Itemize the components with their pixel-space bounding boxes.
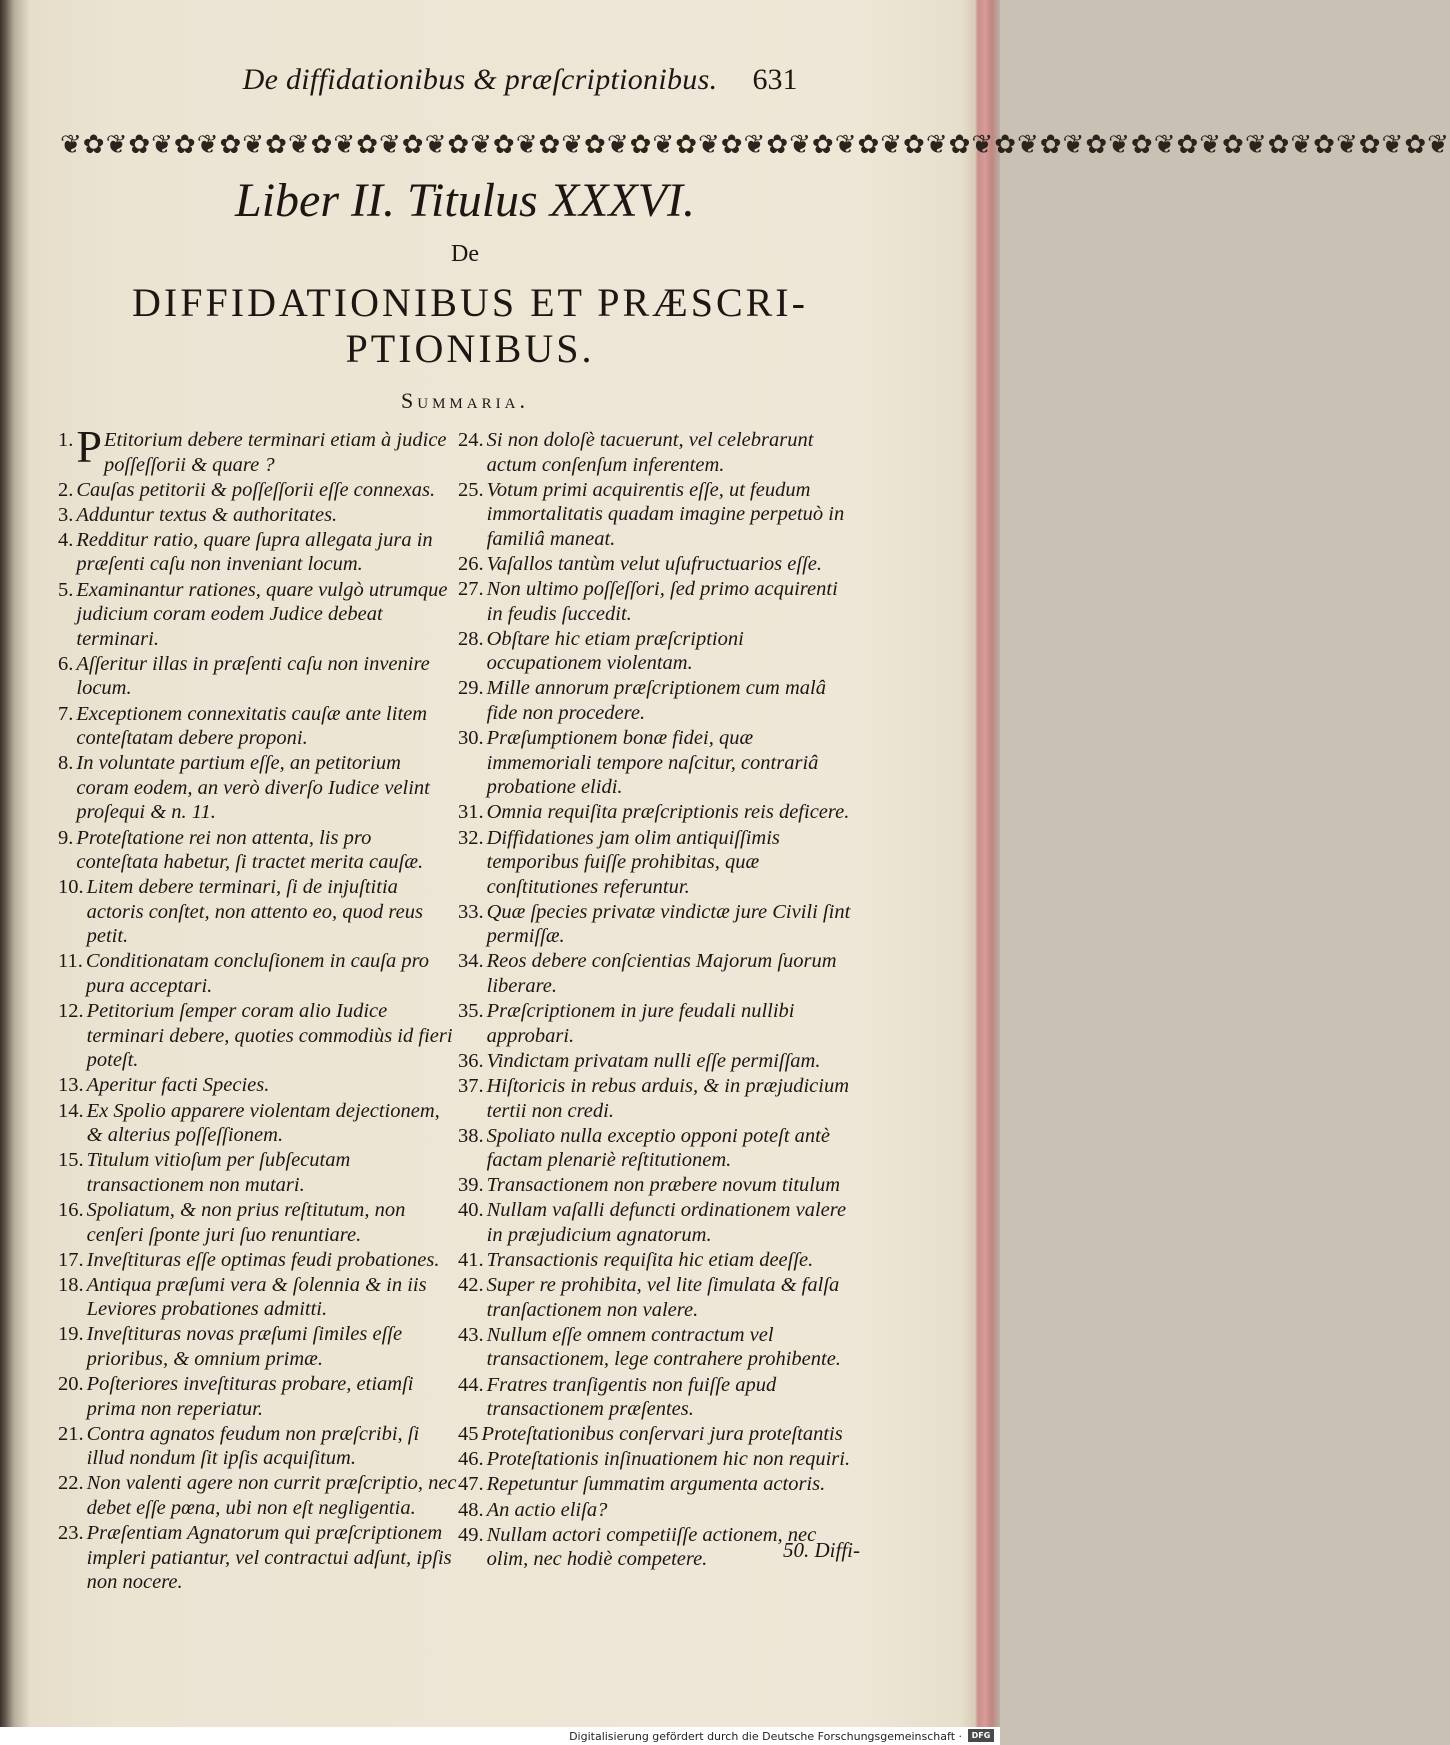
entry-text: Repetuntur ſummatim argumenta actoris. — [486, 1473, 826, 1496]
entry-text: Non valenti agere non currit præſcriptio, nec debet eſſe pœna, ubi non eſt negligentia. — [86, 1472, 457, 1520]
entry-text: Litem debere terminari, ſi de injuſtitia actoris conſtet, non attento eo, quod reus petit. — [86, 876, 423, 948]
entry-text: Aſſeritur illas in præſenti caſu non invenire locum. — [76, 652, 430, 700]
entry-text: Nullam actori competiiſſe actionem, nec olim, nec hodiè competere. — [486, 1523, 817, 1571]
main-title-line-2: PTIONIBUS. — [345, 326, 595, 371]
entry-number: 16. — [58, 1198, 84, 1221]
summary-entry — [58, 578, 458, 652]
entry-text: An actio eliſa? — [486, 1498, 608, 1521]
entry-text: Fratres tranſigentis non fuiſſe apud transactionem præſentes. — [486, 1373, 777, 1421]
entry-text: Inveſtituras eſſe optimas feudi probationes. — [86, 1248, 440, 1271]
entry-text: Non ultimo poſſeſſori, ſed primo acquirenti in feudis ſuccedit. — [486, 578, 838, 625]
entry-number: 29. — [458, 677, 484, 700]
entry-text: Reos debere conſcientias Majorum ſuorum liberare. — [486, 950, 837, 998]
entry-text: Redditur ratio, quare ſupra allegata jura in præſenti caſu non inveniant locum. — [76, 528, 433, 576]
summary-entry — [58, 1471, 458, 1520]
summary-entry — [58, 875, 458, 949]
summary-entry — [458, 1373, 853, 1422]
entry-number: 46. — [458, 1448, 484, 1471]
summary-entry — [458, 1248, 853, 1273]
entry-number: 27. — [458, 578, 484, 601]
entry-number: 10. — [58, 876, 84, 899]
entry-number: 21. — [58, 1422, 84, 1445]
entry-text: Spoliato nulla exceptio opponi poteſt antè factam plenariè reſtitutionem. — [486, 1124, 830, 1172]
page-number: 631 — [752, 63, 798, 96]
entry-text: Contra agnatos feudum non præſcribi, ſi illud nondum ſit ipſis acquiſitum. — [86, 1422, 420, 1470]
entry-text: Si non doloſè tacuerunt, vel celebrarunt actum conſenſum inferentem. — [486, 429, 814, 476]
summary-entry — [58, 503, 458, 528]
entry-text: Conditionatam concluſionem in cauſa pro pura acceptari. — [85, 950, 430, 998]
entry-text: Quæ ſpecies privatæ vindictæ jure Civili ſint permiſſæ. — [486, 900, 851, 948]
entry-number: 5. — [58, 578, 74, 601]
book-page — [30, 18, 1450, 1708]
summary-entry — [458, 949, 853, 998]
summary-entry — [58, 1372, 458, 1421]
entry-number: 15. — [58, 1149, 84, 1172]
summary-entry — [458, 478, 853, 552]
summary-entry — [58, 478, 458, 503]
entry-text: Spoliatum, & non prius reſtitutum, non cenſeri ſponte juri ſuo renuntiare. — [86, 1198, 406, 1246]
summary-entry — [458, 800, 853, 825]
dfg-logo: DFG — [968, 1729, 994, 1742]
summary-entry — [58, 702, 458, 751]
summary-entry — [58, 528, 458, 577]
entry-number: 33. — [458, 900, 484, 923]
entry-number: 35. — [458, 1000, 484, 1023]
entry-number: 34. — [458, 950, 484, 973]
summary-right-column — [458, 428, 853, 1572]
entry-text: Antiqua præſumi vera & ſolennia & in iis Leviores probationes admitti. — [86, 1273, 427, 1321]
entry-text: Nullam vaſalli defuncti ordinationem valere in præjudicium agnatorum. — [486, 1199, 847, 1246]
entry-text: Præſentiam Agnatorum qui præſcriptionem impleri patiantur, vel contractui adſunt, ipſis non nocere. — [86, 1522, 452, 1594]
entry-text: Super re prohibita, vel lite ſimulata & falſa tranſactionem non valere. — [486, 1274, 840, 1321]
running-title: De diffidationibus & præſcriptionibus. — [242, 63, 718, 96]
footer-credit: Digitalisierung gefördert durch die Deutsche Forschungsgemeinschaft · — [569, 1730, 962, 1743]
main-title-line-1: DIFFIDATIONIBUS ET PRÆSCRI- — [132, 280, 808, 325]
entry-number: 36. — [458, 1049, 484, 1072]
summary-entry — [458, 428, 853, 477]
entry-number: 47. — [458, 1473, 484, 1496]
summary-entry — [58, 999, 458, 1073]
entry-text: Transactionis requiſita hic etiam deeſſe. — [486, 1249, 814, 1272]
running-head — [30, 63, 980, 107]
summary-entry — [58, 1148, 458, 1197]
summary-entry — [58, 1273, 458, 1322]
summary-entry — [458, 1447, 853, 1472]
entry-number: 43. — [458, 1323, 484, 1346]
summary-entry — [458, 1074, 853, 1123]
entry-text: Proteſtationis inſinuationem hic non requiri. — [486, 1448, 851, 1471]
entry-number: 37. — [458, 1074, 484, 1097]
summary-entry — [458, 1498, 853, 1523]
entry-number: 38. — [458, 1124, 484, 1147]
entry-text: Adduntur textus & authoritates. — [76, 503, 338, 526]
entry-number: 4. — [58, 528, 74, 551]
summary-entry — [58, 1248, 458, 1273]
entry-text: Præſumptionem bonæ fidei, quæ immemoriali tempore naſcitur, contrariâ probatione elidi. — [486, 727, 819, 799]
summary-entry — [58, 949, 458, 998]
summary-entry — [58, 1521, 458, 1595]
entry-number: 28. — [458, 627, 484, 650]
entry-text: PEtitorium debere terminari etiam à judice poſſeſſorii & quare ? — [76, 421, 447, 476]
entry-text: Inveſtituras novas præſumi ſimiles eſſe prioribus, & omnium primæ. — [86, 1323, 403, 1370]
summary-entry — [58, 1422, 458, 1471]
entry-number: 11. — [58, 950, 83, 973]
entry-number: 41. — [458, 1249, 484, 1272]
entry-number: 26. — [458, 552, 484, 575]
entry-number: 7. — [58, 702, 74, 725]
entry-number: 49. — [458, 1523, 484, 1546]
entry-number: 24. — [458, 429, 484, 451]
summary-entry — [458, 1273, 853, 1322]
summary-entry — [58, 1073, 458, 1098]
entry-number: 32. — [458, 826, 484, 849]
summary-entry — [458, 1323, 853, 1372]
summary-entry — [58, 1198, 458, 1247]
entry-text: Transactionem non præbere novum titulum — [486, 1174, 841, 1197]
entry-text: Mille annorum præſcriptionem cum malâ fide non procedere. — [486, 677, 826, 725]
entry-number: 25. — [458, 478, 484, 501]
entry-text: Proteſtatione rei non attenta, lis pro conteſtata habetur, ſi tractet merita cauſæ. — [76, 826, 424, 874]
summary-entry — [58, 1099, 458, 1148]
summary-entry — [458, 1472, 853, 1497]
title-de: De — [451, 241, 479, 267]
entry-number: 39. — [458, 1174, 484, 1197]
entry-number: 40. — [458, 1199, 484, 1222]
entry-number: 22. — [58, 1472, 84, 1495]
summary-entry — [458, 577, 853, 626]
entry-number: 1. — [58, 429, 74, 451]
summaria-heading: Summaria. — [401, 388, 529, 413]
entry-text: Aperitur facti Species. — [86, 1074, 270, 1097]
summary-entry — [58, 751, 458, 825]
entry-number: 2. — [58, 478, 74, 501]
entry-number: 19. — [58, 1323, 84, 1346]
summary-entry — [58, 1322, 458, 1371]
entry-text: Vaſallos tantùm velut uſufructuarios eſſe. — [486, 552, 823, 575]
summary-entry — [458, 826, 853, 900]
entry-number: 12. — [58, 1000, 84, 1023]
entry-number: 42. — [458, 1274, 484, 1297]
entry-number: 8. — [58, 752, 74, 775]
entry-text: Exceptionem connexitatis cauſæ ante litem conteſtatam debere proponi. — [76, 702, 428, 750]
entry-text: Proteſtationibus conſervari jura proteſtantis — [481, 1423, 843, 1446]
decorative-ornament-band: ❦✿❦✿❦✿❦✿❦✿❦✿❦✿❦✿❦✿❦✿❦✿❦✿❦✿❦✿❦✿❦✿❦✿❦✿❦✿❦✿❦✿❦✿❦✿❦✿❦✿❦✿❦✿❦✿❦✿❦✿❦ — [60, 130, 1450, 159]
entry-text: Diffidationes jam olim antiquiſſimis temporibus fuiſſe prohibitas, quæ conſtitutiones referuntur. — [486, 826, 780, 898]
book-title: Liber II. Titulus XXXVI. — [235, 174, 695, 227]
summary-entry — [458, 900, 853, 949]
summary-left-column — [58, 421, 458, 1595]
entry-number: 18. — [58, 1273, 84, 1296]
summary-entry — [58, 652, 458, 701]
entry-number: 3. — [58, 503, 74, 526]
summary-entry — [458, 552, 853, 577]
entry-number: 23. — [58, 1522, 84, 1545]
digitization-footer — [0, 1727, 1000, 1745]
entry-number: 20. — [58, 1373, 84, 1396]
entry-number: 6. — [58, 652, 74, 675]
entry-text: Votum primi acquirentis eſſe, ut feudum immortalitatis quadam imagine perpetuò in familiâ maneat. — [486, 478, 845, 550]
entry-text: Ex Spolio apparere violentam dejectionem, & alterius poſſeſſionem. — [86, 1099, 440, 1147]
entry-text: Petitorium ſemper coram alio Iudice terminari debere, quoties commodiùs id fieri poteſt. — [86, 1000, 453, 1072]
entry-text: Titulum vitioſum per ſubſecutam transactionem non mutari. — [86, 1149, 351, 1196]
summary-entry — [458, 1049, 853, 1074]
entry-number: 45 — [458, 1423, 479, 1446]
summary-entry — [458, 1173, 853, 1198]
summary-entry — [58, 826, 458, 875]
summary-entry — [458, 627, 853, 676]
entry-number: 14. — [58, 1099, 84, 1122]
catchword: 50. Diffi- — [783, 1538, 860, 1562]
entry-text: Cauſas petitorii & poſſeſſorii eſſe connexas. — [76, 478, 436, 501]
entry-number: 17. — [58, 1248, 84, 1271]
entry-number: 31. — [458, 801, 484, 824]
entry-number: 30. — [458, 727, 484, 750]
summary-entry — [458, 1124, 853, 1173]
entry-text: Vindictam privatam nulli eſſe permiſſam. — [486, 1049, 821, 1072]
entry-text: Hiſtoricis in rebus arduis, & in præjudicium tertii non credi. — [486, 1074, 849, 1122]
summary-entry — [458, 1422, 853, 1447]
entry-number: 13. — [58, 1074, 84, 1097]
entry-number: 48. — [458, 1498, 484, 1521]
entry-text: Obſtare hic etiam præſcriptioni occupationem violentam. — [486, 627, 744, 675]
entry-number: 9. — [58, 826, 74, 849]
summary-entry — [458, 726, 853, 800]
entry-text: Præſcriptionem in jure feudali nullibi approbari. — [486, 1000, 795, 1047]
main-title — [70, 280, 870, 372]
entry-text: Examinantur rationes, quare vulgò utrumque judicium coram eodem Judice debeat terminari. — [76, 578, 448, 650]
entry-text: Nullum eſſe omnem contractum vel transactionem, lege contrahere prohibente. — [486, 1323, 841, 1371]
entry-number: 44. — [458, 1373, 484, 1396]
summary-entry — [458, 676, 853, 725]
entry-text: In voluntate partium eſſe, an petitorium coram eodem, an verò diverſo Iudice velint proſequi & n. 11. — [76, 752, 430, 824]
entry-text: Poſteriores inveſtituras probare, etiamſi prima non reperiatur. — [86, 1373, 414, 1420]
entry-text: Omnia requiſita præſcriptionis reis deficere. — [486, 801, 850, 824]
summary-entry — [458, 1198, 853, 1247]
summary-entry — [58, 421, 458, 477]
summary-entry — [458, 999, 853, 1048]
